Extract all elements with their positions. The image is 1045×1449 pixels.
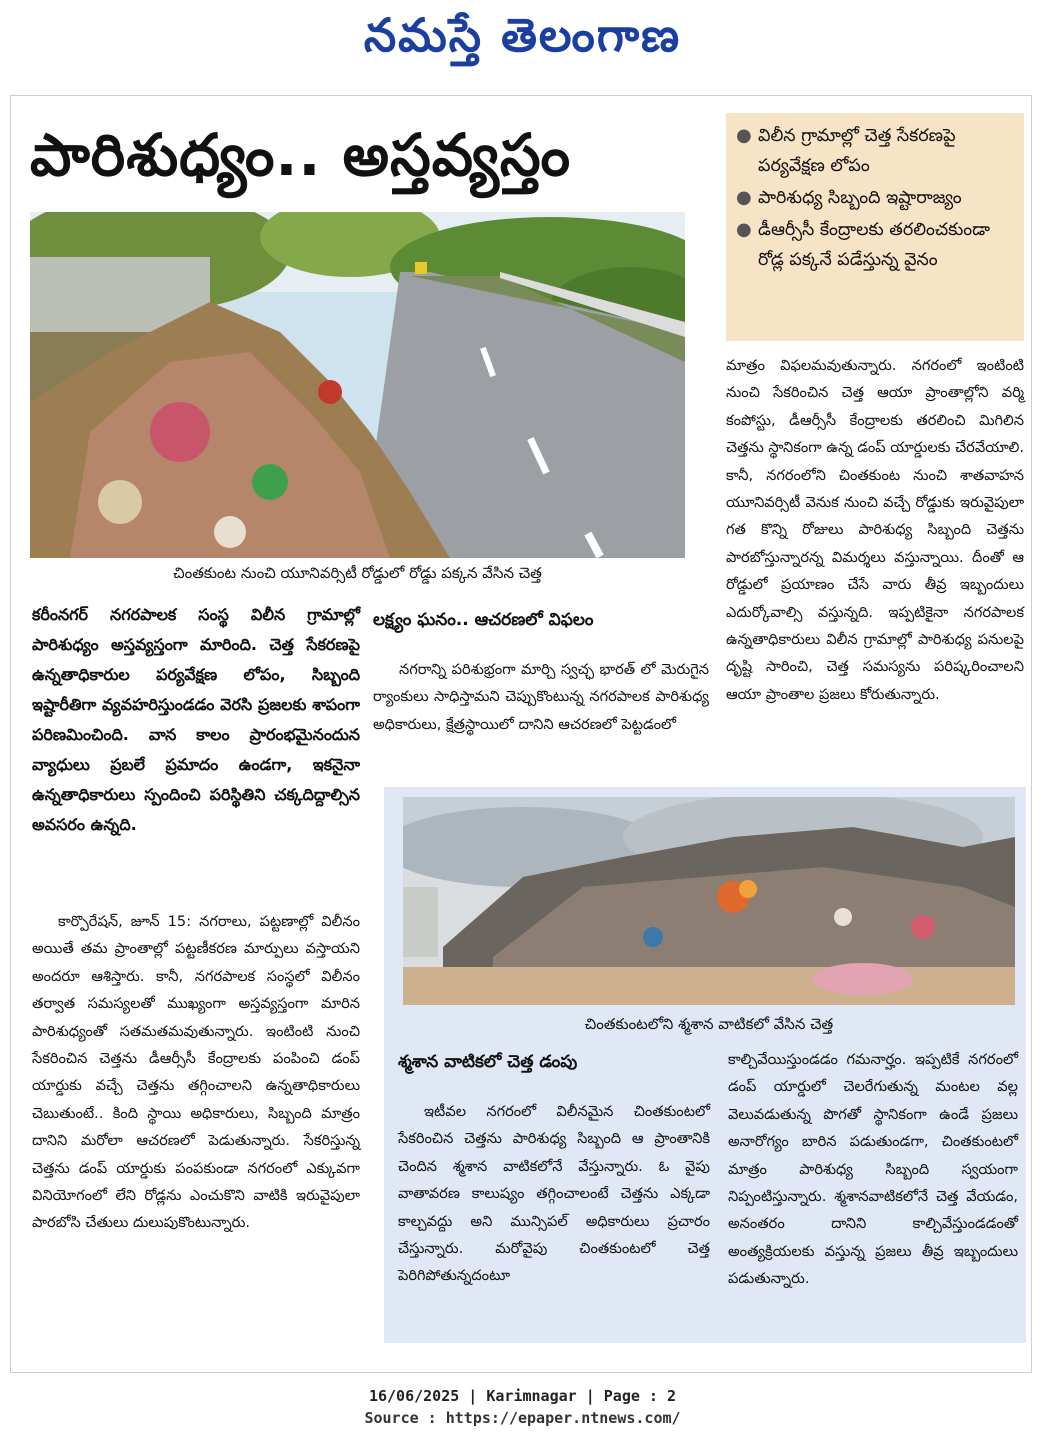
article-body-col4 [398,1098,710,1290]
subheading-crematorium: శ్మశాన వాటికలో చెత్త డంపు [398,1052,578,1072]
article-body-col3 [726,352,1024,708]
subheading-target: లక్ష్యం ఘనం.. ఆచరణలో విఫలం [373,610,594,630]
article-body-col2 [373,656,709,738]
burning-dump-photo [403,797,1015,1005]
roadside-garbage-photo [30,212,685,558]
article-body-col5 [728,1046,1018,1293]
highlight-item [736,183,1014,213]
bullet-icon: ● [736,125,752,146]
highlights-box [726,113,1024,341]
masthead-logo: నమస్తే తెలంగాణ [363,8,682,62]
bullet-icon: ● [736,187,752,208]
body-paragraph: ఇటీవల నగరంలో విలీనమైన చింతకుంటలో సేకరించిన చెత్తను పారిశుధ్య సిబ్బంది ఆ ప్రాంతానికి చెందిన శ్మశాన వాటికలోనే వేస్తున్నారు. ఓ వైపు వాతావరణ కాలుష్యం తగ్గించాలంటే చెత్తను ఎక్కడా కాల్చవద్దు అని మున్సిపల్ అధికారులు ప్రచారం చేస్తున్నారు. మరోవైపు చింతకుంటలో చెత్త పెరిగిపోతున్నదంటూ [398,1103,710,1285]
body-paragraph: కాల్చివేయిస్తుండడం గమనార్హం. ఇప్పటికే నగరంలో డంప్ యార్డులో చెలరేగుతున్న మంటల వల్ల వెలువడుతున్న పొగతో స్థానికంగా ఉండే ప్రజలు అనారోగ్యం బారిన పడుతుండగా, చింతకుంటలో మాత్రం పారిశుధ్య సిబ్బంది స్వయంగా నిప్పంటిస్తున్నారు. శ్మశానవాటికలోనే చెత్త వేయడం, అనంతరం దానిని కాల్చివేస్తుండడంతో అంత్యక్రియలకు వస్తున్న ప్రజలు తీవ్ర ఇబ్బందులు పడుతున్నారు. [728,1051,1018,1288]
footer-date-edition: 16/06/2025 | Karimnagar | Page : 2 [368,1387,677,1405]
body-paragraph: కార్పొరేషన్, జూన్ 15: నగరాలు, పట్టణాల్లో విలీనం అయితే తమ ప్రాంతాల్లో పట్టణీకరణ మార్పులు వస్తాయని అందరూ ఆశిస్తారు. కానీ, నగరపాలక సంస్థలో విలీనం తర్వాత సమస్యలతో ముఖ్యంగా అస్తవ్యస్తంగా మారిన పారిశుధ్యంతో సతమతమవుతున్నారు. ఇంటింటి నుంచి సేకరించిన చెత్తను డీఆర్సీసీ కేంద్రాలకు పంపించి డంప్ యార్డుకు వచ్చే చెత్తను తగ్గించాలని ఉన్నతాధికారులు చెబుతుంటే.. కింది స్థాయి అధికారులు, సిబ్బంది మాత్రం దానిని మరోలా ఆచరణలో పెడుతున్నారు. సేకరిస్తున్న చెత్తను డంప్ యార్డుకు పంపకుండా నగరంలో ఎక్కువగా వినియోగంలో లేని రోడ్లను ఎంచుకొని వాటికి ఇరువైపులా పారబోసి చేతులు దులుపుకొంటున్నారు. [32,913,360,1232]
highlight-item [736,215,1014,275]
highlight-item [736,121,1014,181]
photo-caption: చింతకుంట నుంచి యూనివర్సిటీ రోడ్డులో రోడ్డు పక్కన వేసిన చెత్త [173,564,542,582]
headline: పారిశుధ్యం.. అస్తవ్యస్తం [30,121,572,189]
footer-source: Source : https://epaper.ntnews.com/ [364,1409,681,1427]
article-body-col1 [32,908,360,1237]
highlight-text: డీఆర్సీసీ కేంద్రాలకు తరలించకుండా రోడ్ల పక్కనే పడేస్తున్న వైనం [758,220,991,270]
bullet-icon: ● [736,219,752,240]
body-paragraph: నగరాన్ని పరిశుభ్రంగా మార్చి స్వచ్ఛ భారత్ లో మెరుగైన ర్యాంకులు సాధిస్తామని చెప్పుకొంటున్న నగరపాలక పారిశుధ్య అధికారులు, క్షేత్రస్థాయిలో దానిని ఆచరణలో పెట్టడంలో [373,661,709,733]
photo-caption: చింతకుంటలోని శ్మశాన వాటికలో వేసిన చెత్త [584,1015,834,1033]
body-paragraph: మాత్రం విఫలమవుతున్నారు. నగరంలో ఇంటింటి నుంచి సేకరించిన చెత్త ఆయా ప్రాంతాల్లోని వర్మి కంపోస్టు, డీఆర్సీసీ కేంద్రాలకు తరలించి మిగిలిన చెత్తను స్థానికంగా ఉన్న డంప్ యార్డులకు చేరవేయాలి. కానీ, నగరంలోని చింతకుంట నుంచి శాతవాహన యూనివర్సిటీ వెనుక నుంచి వచ్చే రోడ్డుకు ఇరువైపులా గత కొన్ని రోజులు పారిశుధ్య సిబ్బంది చెత్తను పారబోస్తున్నారన్న విమర్శలు వస్తున్నాయి. దీంతో ఆ రోడ్డులో ప్రయాణం చేసే వారు తీవ్ర ఇబ్బందులు ఎదుర్కోవాల్సి వస్తున్నది. ఇప్పటికైనా నగరపాలక ఉన్నతాధికారులు విలీన గ్రామాల్లో పారిశుధ్య పనులపై దృష్టి సారించి, చెత్త సమస్యను పరిష్కరించాలని ఆయా ప్రాంతాల ప్రజలు కోరుతున్నారు. [726,357,1024,703]
highlight-text: పారిశుధ్య సిబ్బంది ఇష్టారాజ్యం [758,188,962,208]
highlight-text: విలీన గ్రామాల్లో చెత్త సేకరణపై పర్యవేక్షణ లోపం [758,126,956,176]
page-footer [0,1385,1045,1429]
lead-paragraph: కరీంనగర్ నగరపాలక సంస్థ విలీన గ్రామాల్లో పారిశుధ్యం అస్తవ్యస్తంగా మారింది. చెత్త సేకరణపై ఉన్నతాధికారుల పర్యవేక్షణ లోపం, సిబ్బంది ఇష్టారీతిగా వ్యవహరిస్తుండడం వెరసి ప్రజలకు శాపంగా పరిణమించింది. వాన కాలం ప్రారంభమైనందున వ్యాధులు ప్రబలే ప్రమాదం ఉండగా, ఇకనైనా ఉన్నతాధికారులు స్పందించి పరిస్థితిని చక్కదిద్దాల్సిన అవసరం ఉన్నది. [32,605,360,834]
